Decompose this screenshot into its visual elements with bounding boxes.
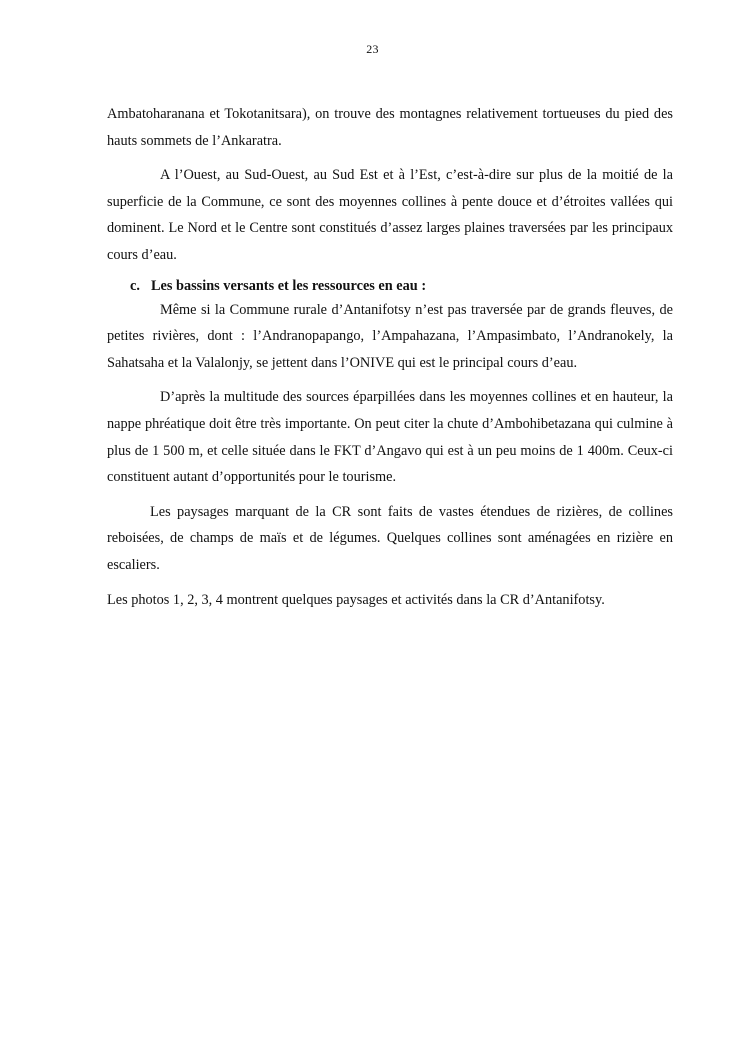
- paragraph-landscapes: Les paysages marquant de la CR sont faits de vastes étendues de rizières, de collines reboisées, de champs de maïs et de légumes. Quelques collines sont aménagées en rizière en escaliers.: [107, 503, 673, 573]
- section-heading-letter: c.: [130, 277, 140, 294]
- page-number: 23: [366, 42, 379, 56]
- section-heading-title: Les bassins versants et les ressources en eau :: [151, 277, 427, 294]
- paragraph-sources: D’après la multitude des sources éparpillées dans les moyennes collines et en hauteur, la nappe phréatique doit être très importante. On peut citer la chute d’Ambohibetazana qui culmine à plus de 1 500 m, et celle située dans le FKT d’Angavo qui est à un peu moins de 1 400m. Ceux-ci constituent autant d’opportunités pour le tourisme.: [107, 389, 673, 486]
- section-heading: [107, 275, 673, 297]
- paragraph-continued: Ambatoharanana et Tokotanitsara), on trouve des montagnes relativement tortueuses du pied des hauts sommets de l’Ankaratra.: [107, 106, 673, 149]
- paragraph-photos: Les photos 1, 2, 3, 4 montrent quelques paysages et activités dans la CR d’Antanifotsy.: [107, 591, 605, 608]
- paragraph-relief: A l’Ouest, au Sud-Ouest, au Sud Est et à l’Est, c’est-à-dire sur plus de la moitié de la superficie de la Commune, ce sont des moyennes collines à pente douce et d’étroites vallées qui dominent. Le Nord et le Centre sont constitués d’assez larges plaines traversées par les principaux cours d’eau.: [107, 167, 673, 263]
- document-body: [107, 101, 673, 613]
- paragraph-rivers: Même si la Commune rurale d’Antanifotsy n’est pas traversée par de grands fleuves, de petites rivières, dont : l’Andranopapango, l’Ampahazana, l’Ampasimbato, l’Andranokely, la Sahatsaha et la Valalonjy, se jettent dans l’ONIVE qui est le principal cours d’eau.: [107, 301, 673, 371]
